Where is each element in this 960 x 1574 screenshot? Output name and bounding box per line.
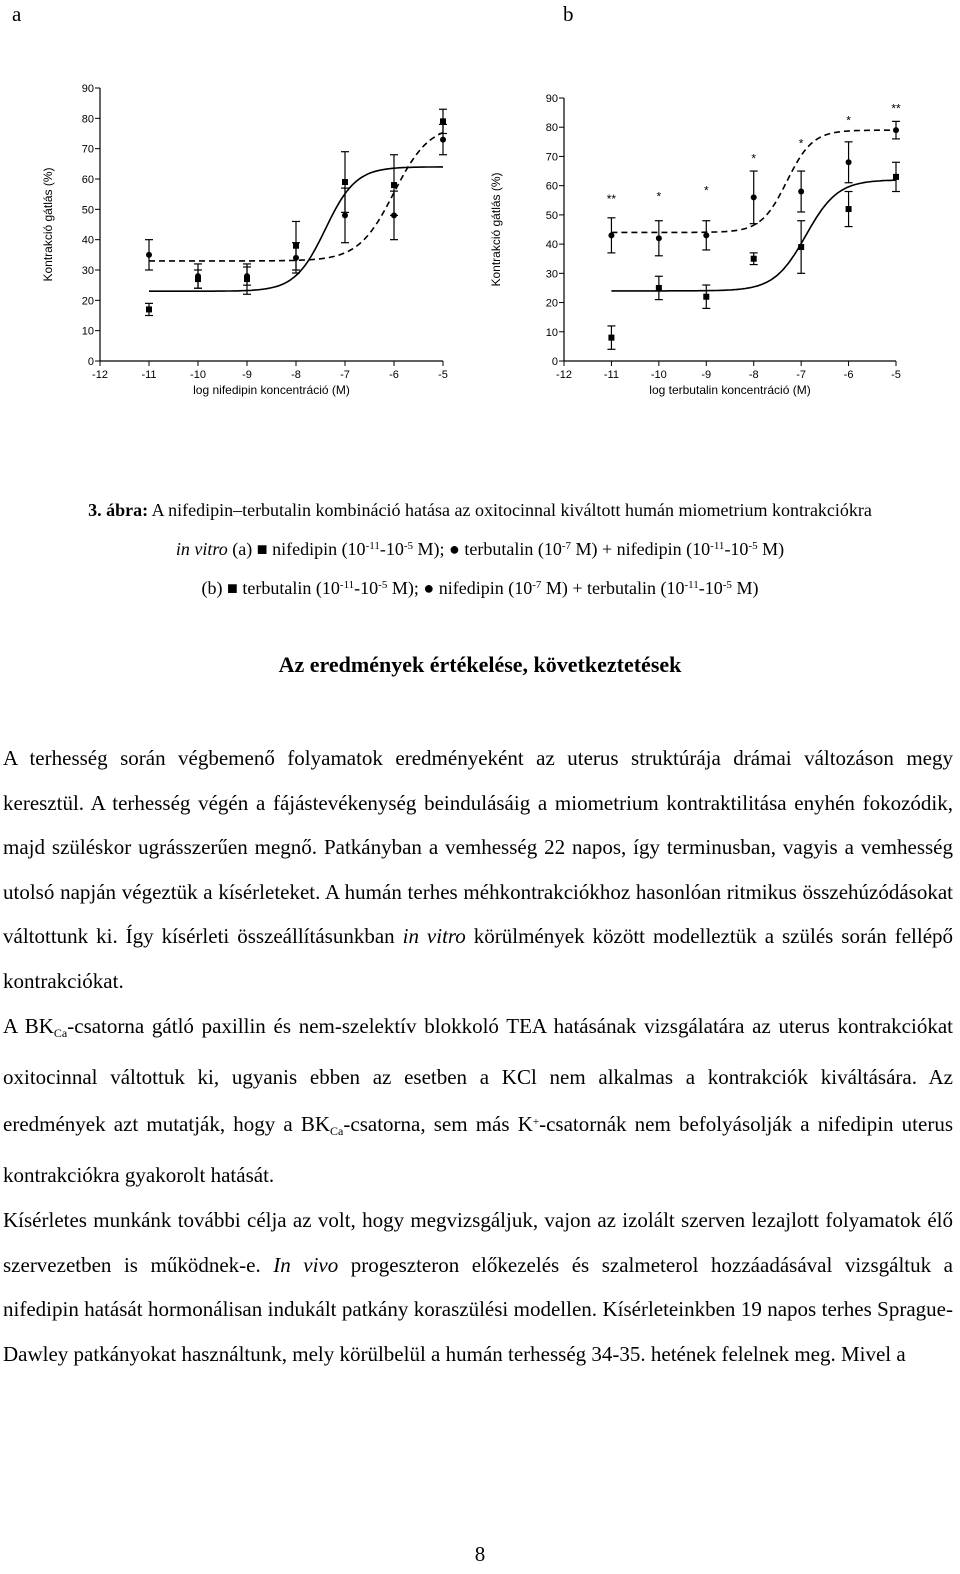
data-point-circle xyxy=(440,137,446,143)
page-number: 8 xyxy=(474,1542,486,1566)
x-tick-label: -12 xyxy=(92,369,108,381)
data-point-square xyxy=(342,179,348,185)
x-tick-label: -6 xyxy=(389,369,399,381)
caption-exp: -11 xyxy=(710,540,725,552)
paragraph-1-end: körülmények között modelleztük a szülés során fellépő kontrakciókat. xyxy=(3,924,954,993)
data-point-square xyxy=(846,206,852,212)
caption-b-label: (b) xyxy=(201,578,223,598)
caption-line-3 xyxy=(0,567,960,606)
paragraph-1-text: A terhesség során végbemenő folyamatok eredményeként az uterus struktúrája drámai változáson megy keresztül. A terhesség végén a fájástevékenység beindulásáig a miometrium kontraktilitása enyhén fokozódik, majd szüléskor ugrásszerűen megnő. Patkányban a vemhesség 22 napos, így terminusban, vagyis a vemhesség utolsó napján végeztük a kísérleteket. A humán terhes méhkontrakciókhoz hasonlóan ritmikus összehúzódásokat váltottunk ki. Így kísérleti összeállításunkban xyxy=(3,746,953,949)
data-point-circle xyxy=(703,232,709,238)
y-tick-label: 20 xyxy=(81,295,94,308)
data-point-square xyxy=(893,174,899,180)
data-point-circle xyxy=(656,235,662,241)
paragraph-2-sup: + xyxy=(532,1115,540,1128)
caption-exp: -11 xyxy=(365,540,380,552)
y-tick-label: 0 xyxy=(551,356,558,368)
x-tick-label: -11 xyxy=(603,369,619,381)
caption-b-part3: M) + terbutalin (10 xyxy=(541,578,685,598)
data-point-circle xyxy=(146,252,152,258)
chart-a-svg xyxy=(0,60,470,410)
caption-exp: -7 xyxy=(561,540,572,552)
paragraph-3 xyxy=(3,1198,953,1376)
panel-label-a: a xyxy=(12,2,22,26)
y-tick-label: 50 xyxy=(545,209,558,222)
x-axis-label: log nifedipin koncentráció (M) xyxy=(193,383,350,397)
significance-marker: ** xyxy=(606,192,617,207)
caption-a-part2: M); xyxy=(413,539,445,559)
data-point-square xyxy=(703,294,709,300)
significance-marker: * xyxy=(798,136,804,151)
caption-invitro: in vitro xyxy=(175,539,228,559)
paragraph-3-start: Kísérletes munkánk további célja az volt, hogy megvizsgáljuk, vajon az izolált szerven lezajlott folyamatok élő szervezetben is működnek-e. xyxy=(3,1207,953,1277)
paragraph-3-end: progeszteron előkezelés és szalmeterol hozzáadásával vizsgáltuk a nifedipin hatását hormonálisan indukált patkány koraszülési modellen. Kísérleteinkben 19 napos terhes Sprague-Dawley patkányokat használtunk, mely körülbelül a humán terhesség 34-35. hetének felelnek meg. Mivel a xyxy=(3,1252,953,1366)
x-tick-label: -5 xyxy=(891,369,901,381)
x-tick-label: -7 xyxy=(340,369,350,381)
y-tick-label: 30 xyxy=(81,265,94,277)
y-tick-label: 20 xyxy=(545,297,558,310)
x-tick-label: -8 xyxy=(748,369,759,381)
data-point-circle xyxy=(342,212,348,218)
caption-b-part1: terbutalin (10 xyxy=(242,578,340,598)
y-tick-label: 50 xyxy=(81,204,94,217)
caption-nifedipin: nifedipin (10 xyxy=(438,578,533,598)
y-tick-label: 0 xyxy=(87,356,94,368)
x-tick-label: -9 xyxy=(242,369,252,381)
y-tick-label: 10 xyxy=(81,325,94,338)
panel-label-b: b xyxy=(563,2,574,26)
significance-marker: * xyxy=(751,151,757,166)
circle-marker-icon: ● xyxy=(423,578,435,598)
y-tick-label: 40 xyxy=(81,234,94,247)
chart-a xyxy=(0,60,470,410)
data-point-square xyxy=(751,256,757,262)
y-tick-label: 30 xyxy=(545,268,558,281)
data-point-circle xyxy=(846,159,852,165)
data-point-circle xyxy=(608,232,614,238)
data-point-circle xyxy=(293,255,299,261)
y-tick-label: 60 xyxy=(81,174,94,186)
caption-title: A nifedipin–terbutalin kombináció hatása az oxitocinnal kiváltott humán miometrium kontrakciókra xyxy=(148,500,872,520)
caption-dash: -10 xyxy=(724,539,749,559)
y-tick-label: 90 xyxy=(545,93,558,105)
x-tick-label: -10 xyxy=(190,369,206,381)
caption-line-1 xyxy=(0,492,960,528)
square-marker-icon: ■ xyxy=(256,539,268,559)
caption-exp: -5 xyxy=(378,579,388,591)
figure-caption xyxy=(0,492,960,606)
y-axis-label: Kontrakció gátlás (%) xyxy=(489,172,503,287)
data-point-square xyxy=(656,285,662,291)
body-text xyxy=(3,736,953,1376)
caption-dash: -10 xyxy=(698,578,723,598)
paragraph-1 xyxy=(3,736,953,1004)
caption-m-close: M) xyxy=(757,539,785,559)
caption-terbutalin: terbutalin (10 xyxy=(464,539,562,559)
caption-exp: -5 xyxy=(722,579,732,591)
x-tick-label: -12 xyxy=(556,369,572,381)
data-point-circle xyxy=(751,194,757,200)
circle-marker-icon: ● xyxy=(449,539,460,559)
caption-a-part1: nifedipin (10 xyxy=(272,539,366,559)
x-tick-label: -5 xyxy=(438,369,448,381)
caption-exp: -11 xyxy=(339,579,355,591)
y-tick-label: 10 xyxy=(545,326,558,339)
data-point-circle xyxy=(391,212,397,218)
paragraph-2-end: -csatornák nem befolyásolják a nifedipin uterus kontrakciókra gyakorolt hatását. xyxy=(3,1111,954,1188)
x-tick-label: -6 xyxy=(843,369,854,381)
data-point-square xyxy=(440,118,446,124)
data-point-square xyxy=(146,306,152,312)
y-tick-label: 60 xyxy=(545,180,558,193)
x-tick-label: -8 xyxy=(291,369,301,381)
paragraph-1-invitro: in vitro xyxy=(402,924,466,949)
paragraph-2-sub: Ca xyxy=(53,1025,68,1040)
y-tick-label: 80 xyxy=(545,122,558,135)
caption-a-label: (a) xyxy=(232,539,253,559)
caption-exp: -5 xyxy=(403,540,413,552)
caption-dash: -10 xyxy=(379,539,404,559)
paragraph-2-sub2: Ca xyxy=(330,1123,344,1138)
caption-exp: -11 xyxy=(684,579,699,591)
caption-line-2 xyxy=(0,528,960,567)
caption-exp: -7 xyxy=(532,579,542,591)
significance-marker: * xyxy=(703,183,709,198)
caption-m-close: M) xyxy=(731,578,759,598)
x-tick-label: -7 xyxy=(796,369,807,381)
paragraph-3-invivo: In vivo xyxy=(273,1252,339,1277)
section-heading: Az eredmények értékelése, következtetések xyxy=(278,652,682,677)
chart-b-svg xyxy=(480,60,950,410)
x-tick-label: -11 xyxy=(141,369,157,381)
y-tick-label: 40 xyxy=(545,239,558,252)
x-tick-label: -10 xyxy=(650,369,667,381)
y-tick-label: 90 xyxy=(81,83,94,95)
caption-a-part3: M) + nifedipin (10 xyxy=(571,539,711,559)
x-axis-label: log terbutalin koncentráció (M) xyxy=(649,383,811,397)
data-point-square xyxy=(798,244,804,250)
data-point-circle xyxy=(798,189,804,195)
significance-marker: ** xyxy=(891,101,901,116)
caption-exp: -5 xyxy=(748,540,758,552)
significance-marker: * xyxy=(846,113,851,128)
significance-marker: * xyxy=(656,189,662,204)
y-tick-label: 80 xyxy=(81,113,94,126)
paragraph-2-mid: -csatorna gátló paxillin és nem-szelektív blokkoló TEA hatásának vizsgálatára az uterus kontrakciókat oxitocinnal váltottuk ki, ugyanis ebben az esetben a KCl nem alkalmas a kontrakciók kiváltására. Az eredmények azt mutatják, hogy a BK xyxy=(3,1013,953,1136)
y-tick-label: 70 xyxy=(545,151,558,164)
caption-b-part2: M); xyxy=(387,578,419,598)
caption-dash: -10 xyxy=(354,578,379,598)
square-marker-icon: ■ xyxy=(227,578,238,598)
data-point-circle xyxy=(195,273,201,279)
x-tick-label: -9 xyxy=(701,369,712,381)
data-point-circle xyxy=(893,127,899,133)
paragraph-2 xyxy=(3,1004,953,1198)
y-axis-label: Kontrakció gátlás (%) xyxy=(41,167,55,282)
paragraph-2-start: A BK xyxy=(3,1013,54,1038)
y-tick-label: 70 xyxy=(81,143,94,156)
data-point-square xyxy=(608,335,614,341)
caption-figure-label: 3. ábra: xyxy=(88,500,149,520)
chart-b xyxy=(480,60,950,410)
data-point-circle xyxy=(244,273,250,279)
paragraph-2-mid2: -csatorna, sem más K xyxy=(343,1111,533,1136)
